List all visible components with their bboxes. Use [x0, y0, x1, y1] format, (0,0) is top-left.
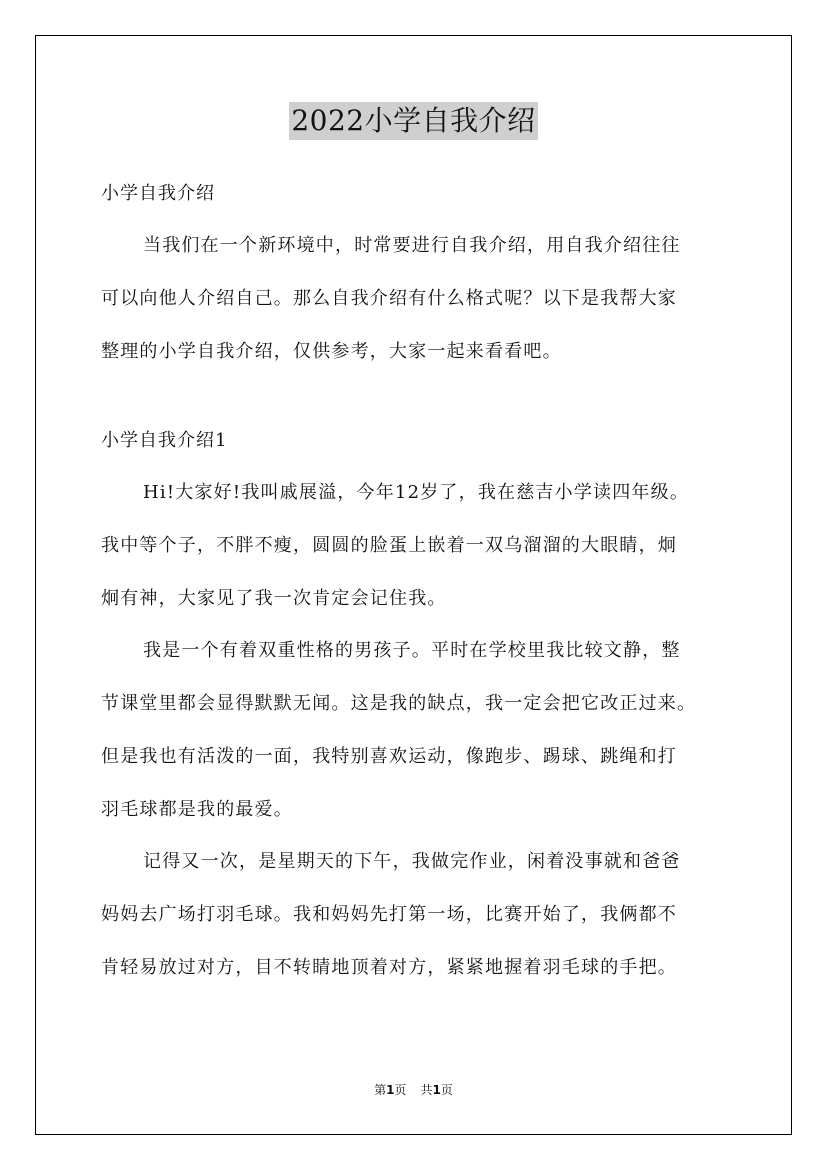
title-container — [0, 102, 827, 140]
paragraph-line: 可以向他人介绍自己。那么自我介绍有什么格式呢？以下是我帮大家 — [101, 288, 677, 309]
page-prefix: 第 — [374, 1083, 387, 1097]
paragraph-line: 当我们在一个新环境中，时常要进行自我介绍，用自我介绍往往 — [143, 235, 681, 256]
paragraph-line: 羽毛球都是我的最爱。 — [101, 799, 293, 820]
paragraph-line: 肯轻易放过对方，目不转睛地顶着对方，紧紧地握着羽毛球的手把。 — [101, 957, 677, 978]
paragraph-line: 节课堂里都会显得默默无闻。这是我的缺点，我一定会把它改正过来。 — [101, 693, 697, 714]
page-number: 1 — [386, 1083, 395, 1097]
paragraph-line: 妈妈去广场打羽毛球。我和妈妈先打第一场，比赛开始了，我俩都不 — [101, 904, 677, 925]
paragraph-line: 炯有神，大家见了我一次肯定会记住我。 — [101, 588, 447, 609]
section-spacer — [101, 386, 731, 423]
total-pages: 1 — [432, 1083, 441, 1097]
paragraph-line: Hi!大家好!我叫戚展溢，今年12岁了，我在慈吉小学读四年级。 — [143, 482, 690, 503]
total-suffix: 页 — [440, 1083, 453, 1097]
paragraph-line: 但是我也有活泼的一面，我特别喜欢运动，像跑步、踢球、跳绳和打 — [101, 746, 677, 767]
section1-paragraph-2 — [101, 633, 731, 828]
paragraph-line: 我是一个有着双重性格的男孩子。平时在学校里我比较文静，整 — [143, 640, 681, 661]
page-footer — [0, 1082, 827, 1098]
section1-heading: 小学自我介绍1 — [101, 430, 228, 451]
document-title: 2022小学自我介绍 — [289, 102, 537, 140]
paragraph-line: 记得又一次，是星期天的下午，我做完作业，闲着没事就和爸爸 — [143, 851, 681, 872]
intro-heading: 小学自我介绍 — [101, 183, 215, 204]
section1-paragraph-1 — [101, 475, 731, 617]
intro-paragraph — [101, 228, 731, 370]
paragraph-line: 我中等个子，不胖不瘦，圆圆的脸蛋上嵌着一双乌溜溜的大眼睛，炯 — [101, 535, 677, 556]
document-body — [101, 176, 731, 1002]
section1-paragraph-3 — [101, 844, 731, 986]
paragraph-line: 整理的小学自我介绍，仅供参考，大家一起来看看吧。 — [101, 341, 562, 362]
page-suffix: 页 — [394, 1083, 407, 1097]
total-prefix: 共 — [420, 1083, 433, 1097]
